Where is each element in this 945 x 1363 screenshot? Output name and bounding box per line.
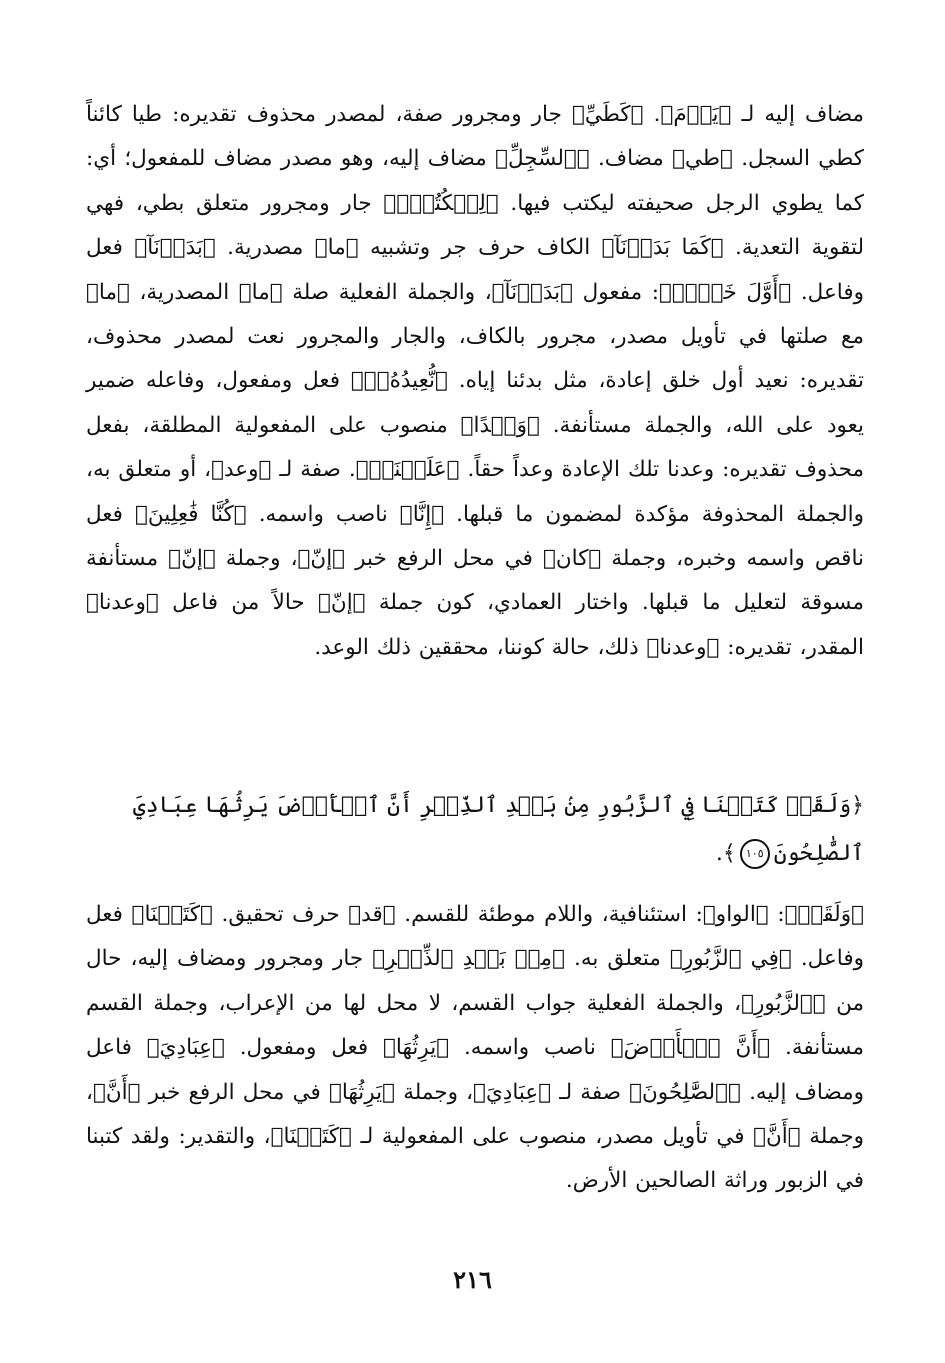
verse-text: ﴿وَلَقَدۡ كَتَبۡنَا فِي ٱلزَّبُورِ مِنۢ بَعۡدِ ٱلذِّكۡرِ أَنَّ ٱلۡأَرۡضَ يَرِثُهَا عِبَادِيَ ٱلصَّٰلِحُونَ: [132, 793, 864, 866]
quran-verse: [86, 782, 864, 878]
page-number: ٢١٦: [453, 1265, 492, 1294]
verse-close-bracket: ﴾.: [715, 841, 736, 866]
ayah-number-marker: ١٠٥: [740, 839, 770, 869]
commentary-paragraph-2: ﴿وَلَقَدۡ﴾: ﴿الواو﴾: استئنافية، واللام موطئة للقسم. ﴿قد﴾ حرف تحقيق. ﴿كَتَبۡنَا﴾ فعل وفاعل. ﴿فِي ٱلزَّبُورِ﴾ متعلق به. ﴿مِنۢ بَعۡدِ ٱلذِّكۡرِ﴾ جار ومجرور ومضاف إليه، حال من ﴿ٱلزَّبُورِ﴾، والجملة الفعلية جواب القسم، لا محل لها من الإعراب، وجملة القسم مستأنفة. ﴿أَنَّ ٱلۡأَرۡضَ﴾ ناصب واسمه. ﴿يَرِثُهَا﴾ فعل ومفعول. ﴿عِبَادِيَ﴾ فاعل ومضاف إليه. ﴿ٱلصَّٰلِحُونَ﴾ صفة لـ ﴿عِبَادِيَ﴾، وجملة ﴿يَرِثُهَا﴾ في محل الرفع خبر ﴿أَنَّ﴾، وجملة ﴿أَنَّ﴾ في تأويل مصدر، منصوب على المفعولية لـ ﴿كَتَبۡنَا﴾، والتقدير: ولقد كتبنا في الزبور وراثة الصالحين الأرض.: [86, 902, 864, 1194]
commentary-paragraph-1: مضاف إليه لـ ﴿يَوۡمَ﴾. ﴿كَطَيِّ﴾ جار ومجرور صفة، لمصدر محذوف تقديره: طيا كائناً كطي السجل. ﴿طي﴾ مضاف. ﴿ٱلسِّجِلِّ﴾ مضاف إليه، وهو مصدر مضاف للمفعول؛ أي: كما يطوي الرجل صحيفته ليكتب فيها. ﴿لِلۡكُتُبِۚ﴾ جار ومجرور متعلق بطي، فهي لتقوية التعدية. ﴿كَمَا بَدَأۡنَآ﴾ الكاف حرف جر وتشبيه ﴿ما﴾ مصدرية. ﴿بَدَأۡنَآ﴾ فعل وفاعل. ﴿أَوَّلَ خَلۡقٖ﴾: مفعول ﴿بَدَأۡنَآ﴾، والجملة الفعلية صلة ﴿ما﴾ المصدرية، ﴿ما﴾ مع صلتها في تأويل مصدر، مجرور بالكاف، والجار والمجرور نعت لمصدر محذوف، تقديره: نعيد أول خلق إعادة، مثل بدئنا إياه. ﴿نُّعِيدُهُۥۚ﴾ فعل ومفعول، وفاعله ضمير يعود على الله، والجملة مستأنفة. ﴿وَعۡدًا﴾ منصوب على المفعولية المطلقة، بفعل محذوف تقديره: وعدنا تلك الإعادة وعداً حقاً. ﴿عَلَيۡنَآۚ﴾. صفة لـ ﴿وعد﴾، أو متعلق به، والجملة المحذوفة مؤكدة لمضمون ما قبلها. ﴿إِنَّا﴾ ناصب واسمه. ﴿كُنَّا فَٰعِلِينَ﴾ فعل ناقص واسمه وخبره، وجملة ﴿كان﴾ في محل الرفع خبر ﴿إنّ﴾، وجملة ﴿إنّ﴾ مستأنفة مسوقة لتعليل ما قبلها. واختار العمادي، كون جملة ﴿إنّ﴾ حالاً من فاعل ﴿وعدنا﴾ المقدر، تقديره: ﴿وعدنا﴾ ذلك، حالة كوننا، محققين ذلك الوعد.: [86, 102, 864, 660]
